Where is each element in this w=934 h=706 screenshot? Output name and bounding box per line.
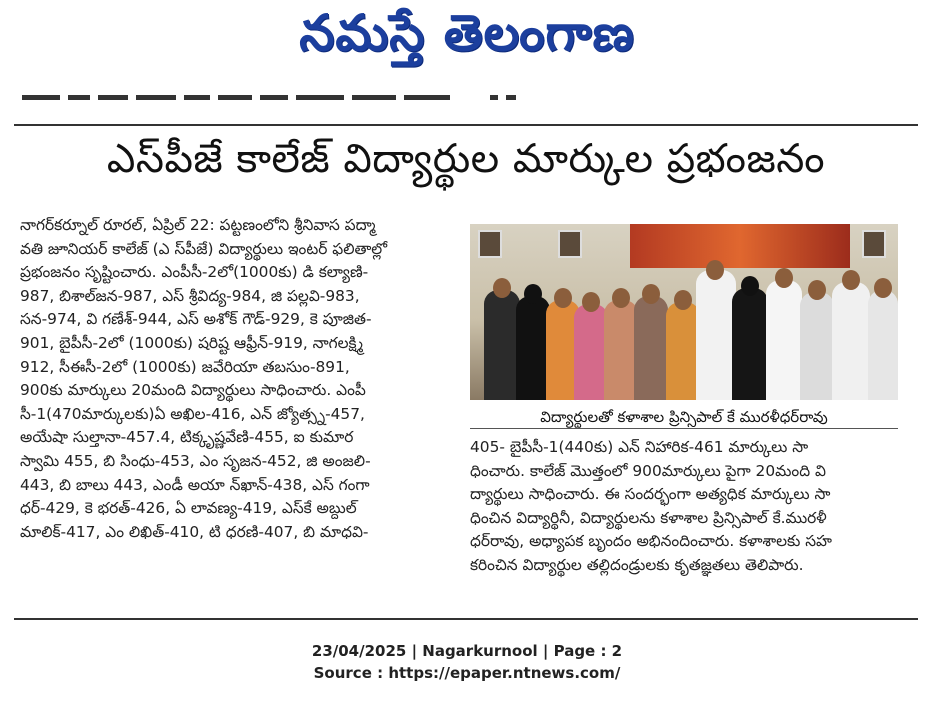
body-line: 901, బైపీసీ-2లో (1000కు) షరిష్ట ఆఫ్రీన్-919, నాగలక్ష్మి: [20, 333, 364, 352]
photo-person-head: [554, 288, 572, 308]
group-photo: [470, 224, 898, 400]
body-line: మాలిక్-417, ఎం లిఖిత్-410, టి ధరణి-407, బి మాధవి-: [20, 522, 369, 541]
photo-person-head: [674, 290, 692, 310]
photo-wall-frame: [558, 230, 582, 258]
body-line: స్వామి 455, బి సింధు-453, ఎం సృజన-452, జి అంజలి-: [20, 451, 371, 470]
photo-person: [604, 300, 638, 400]
article-body-right-column: [470, 436, 910, 578]
news-article: [14, 128, 918, 618]
top-rule: [14, 124, 918, 126]
photo-person: [516, 296, 550, 400]
photo-person: [696, 270, 736, 400]
body-line: సీ-1(470మార్కులకు)ఏ అఖిల-416, ఎన్ జ్యోత్స్న-457,: [20, 404, 365, 423]
photo-person-head: [741, 276, 759, 296]
photo-person-head: [582, 292, 600, 312]
photo-person-head: [874, 278, 892, 298]
body-line: 405- బైపీసీ-1(440కు) ఎన్ నిహారిక-461 మార్కులు సా: [470, 438, 809, 456]
photo-person-head: [524, 284, 542, 304]
body-line: 987, బిశాల్‌జన-987, ఎస్ శ్రీవిద్య-984, జి పల్లవి-983,: [20, 286, 360, 305]
clipped-previous-article-strip: [20, 92, 620, 106]
photo-person: [868, 290, 898, 400]
body-line: వతి జూనియర్ కాలేజ్ (ఎ స్‌పీజే) విద్యార్థులు ఇంటర్ ఫలితాల్లో: [20, 239, 388, 258]
body-line: ధించారు. కాలేజ్ మొత్తంలో 900మార్కులు పైగా 20మంది వి: [470, 461, 826, 480]
photo-person: [574, 304, 608, 400]
photo-person: [634, 296, 668, 400]
photo-person-head: [706, 260, 724, 280]
article-headline: ఎస్‌పీజే కాలేజ్ విద్యార్థుల మార్కుల ప్రభంజనం: [106, 136, 826, 182]
photo-backdrop-banner: [630, 224, 850, 268]
body-line: 900కు మార్కులు 20మంది విద్యార్థులు సాధించారు. ఎంపీ: [20, 381, 366, 400]
clipped-text-graphic: [20, 93, 620, 106]
source-link[interactable]: Source : https://epaper.ntnews.com/: [313, 664, 621, 682]
body-line: ధించిన విద్యార్థినీ, విద్యార్థులను కళాశాల ప్రిన్సిపాల్ కే.మురళీ: [470, 508, 827, 527]
photo-person-head: [642, 284, 660, 304]
photo-person-head: [808, 280, 826, 300]
body-line: 912, సీఈసీ-2లో (1000కు) జవేరియా తబసుం-891,: [20, 357, 350, 376]
bottom-rule: [14, 618, 918, 620]
photo-person-head: [612, 288, 630, 308]
photo-wall-frame: [862, 230, 886, 258]
photo-caption: విద్యార్థులతో కళాశాల ప్రిన్సిపాల్ కే మురళీధర్‌రావు: [540, 408, 828, 426]
photo-person: [666, 302, 700, 400]
body-line: కరించిన విద్యార్థుల తల్లిదండ్రులకు కృతజ్ఞతలు తెలిపారు.: [470, 555, 804, 574]
newspaper-logo: నమస్తే తెలంగాణ: [299, 3, 635, 62]
photo-person-head: [775, 268, 793, 288]
body-line: అయేషా సుల్తానా-457.4, టిక్కృష్ణవేణి-455, ఐ కుమార: [20, 428, 354, 447]
page-footer: [0, 640, 934, 684]
photo-person: [484, 290, 520, 400]
edition-info: 23/04/2025 | Nagarkurnool | Page : 2: [311, 642, 623, 660]
body-line: 443, బి బాలు 443, ఎండీ అయా న్‌ఖాన్-438, ఎస్ గంగా: [20, 475, 370, 494]
photo-person: [766, 280, 802, 400]
body-line: ద్యార్థులు సాధించారు. ఈ సందర్భంగా అత్యధిక మార్కులు సా: [470, 485, 831, 504]
body-line: ప్రభంజనం సృష్టించారు. ఎంపీసీ-2లో(1000కు) డి కల్యాణి-: [20, 263, 369, 282]
caption-divider: [470, 428, 898, 429]
body-line: సన-974, వి గణేశ్-944, ఎస్ అశోక్ గౌడ్-929, కె పూజిత-: [20, 310, 372, 329]
photo-person: [800, 292, 834, 400]
article-body-left-column: [20, 214, 468, 544]
masthead: [0, 0, 934, 78]
photo-person-head: [842, 270, 860, 290]
body-line: ధర్‌రావు, అధ్యాపక బృందం అభినందించారు. కళాశాలకు సహ: [470, 532, 832, 551]
body-line: ధర్-429, కె భరత్-426, ఏ లావణ్య-419, ఎస్‌కే అబ్దుల్: [20, 499, 357, 518]
photo-person-head: [493, 278, 511, 298]
photo-person: [732, 288, 768, 400]
photo-person: [832, 282, 870, 400]
photo-wall-frame: [478, 230, 502, 258]
body-line: నాగర్‌కర్నూల్ రూరల్, ఏప్రిల్ 22: పట్టణంలోని శ్రీనివాస పద్మా: [20, 216, 376, 234]
